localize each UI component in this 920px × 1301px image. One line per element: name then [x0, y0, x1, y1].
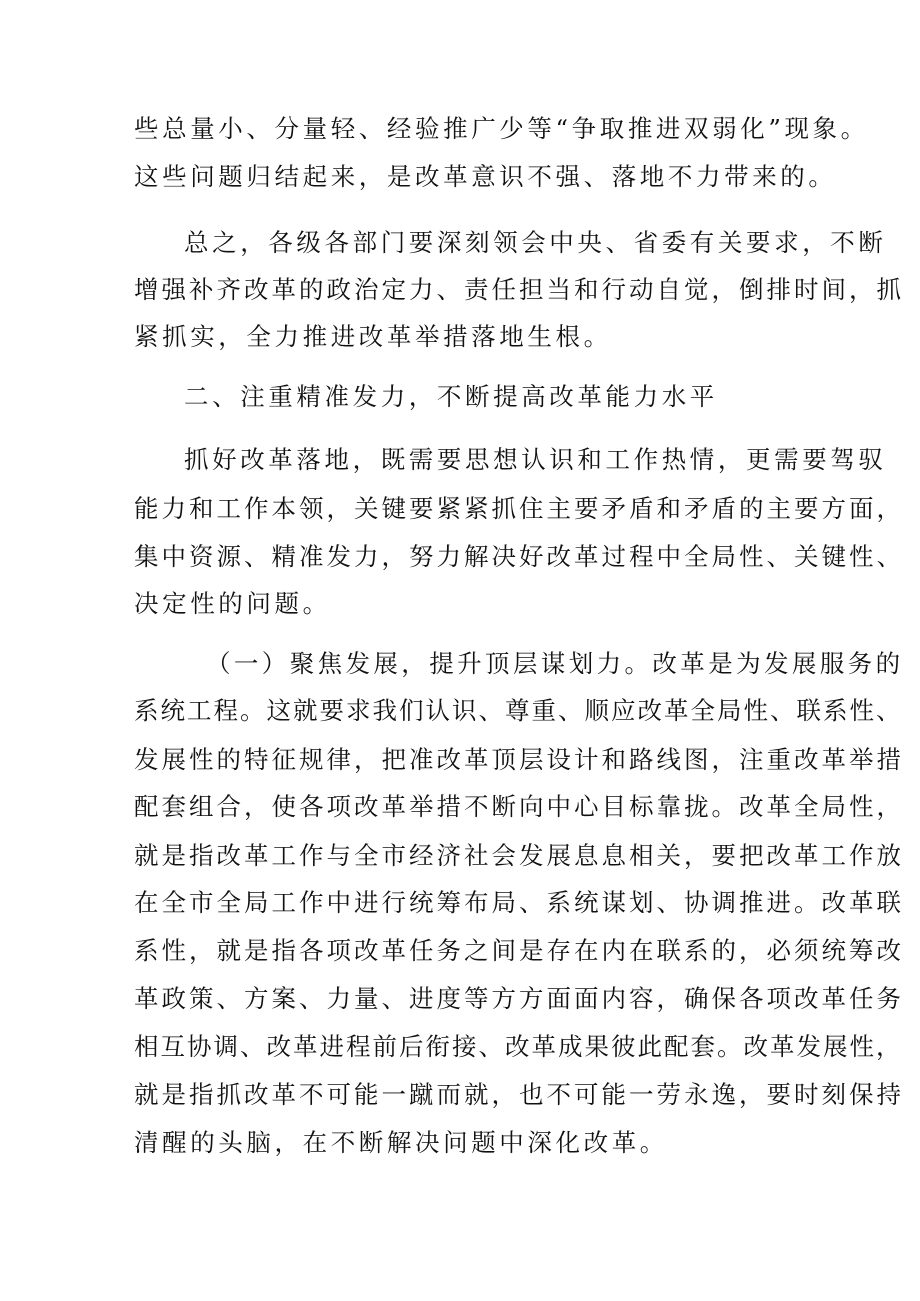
text-line: 总之，各级各部门要深刻领会中央、省委有关要求，不断	[184, 228, 887, 257]
text-line: 在全市全局工作中进行统筹布局、系统谋划、协调推进。改革联	[134, 888, 904, 917]
text-line: 清醒的头脑，在不断解决问题中深化改革。	[134, 1128, 668, 1157]
text-line: 发展性的特征规律，把准改革顶层设计和路线图，注重改革举措	[134, 745, 904, 774]
text-line: 系性，就是指各项改革任务之间是存在内在联系的，必须统筹改	[134, 936, 904, 965]
text-line: 系统工程。这就要求我们认识、尊重、顺应改革全局性、联系性、	[134, 696, 903, 725]
text-line: 就是指抓改革不可能一蹴而就，也不可能一劳永逸，要时刻保持	[134, 1080, 904, 1109]
text-line: 这些问题归结起来，是改革意识不强、落地不力带来的。	[134, 162, 837, 191]
subsection-heading-line: （一）聚焦发展，提升顶层谋划力。改革是为发展服务的	[206, 649, 904, 678]
text-line: 相互协调、改革进程前后衔接、改革成果彼此配套。改革发展性，	[134, 1032, 903, 1061]
text-line: 集中资源、精准发力，努力解决好改革过程中全局性、关键性、	[134, 542, 904, 571]
text-line: 革政策、方案、力量、进度等方方面面内容，确保各项改革任务	[134, 984, 904, 1013]
text-line: 就是指改革工作与全市经济社会发展息息相关，要把改革工作放	[134, 841, 904, 870]
text-line: 能力和工作本领，关键要紧紧抓住主要矛盾和矛盾的主要方面，	[134, 494, 904, 523]
text-line: 决定性的问题。	[134, 589, 331, 618]
text-line: 紧抓实，全力推进改革举措落地生根。	[134, 322, 612, 351]
text-line: 些总量小、分量轻、经验推广少等“争取推进双弱化”现象。	[134, 114, 869, 143]
text-line: 配套组合，使各项改革举措不断向中心目标靠拢。改革全局性，	[134, 792, 904, 821]
text-line: 增强补齐改革的政治定力、责任担当和行动自觉，倒排时间，抓	[134, 275, 904, 304]
section-heading: 二、注重精准发力，不断提高改革能力水平	[184, 382, 718, 411]
text-line: 抓好改革落地，既需要思想认识和工作热情，更需要驾驭	[184, 445, 887, 474]
